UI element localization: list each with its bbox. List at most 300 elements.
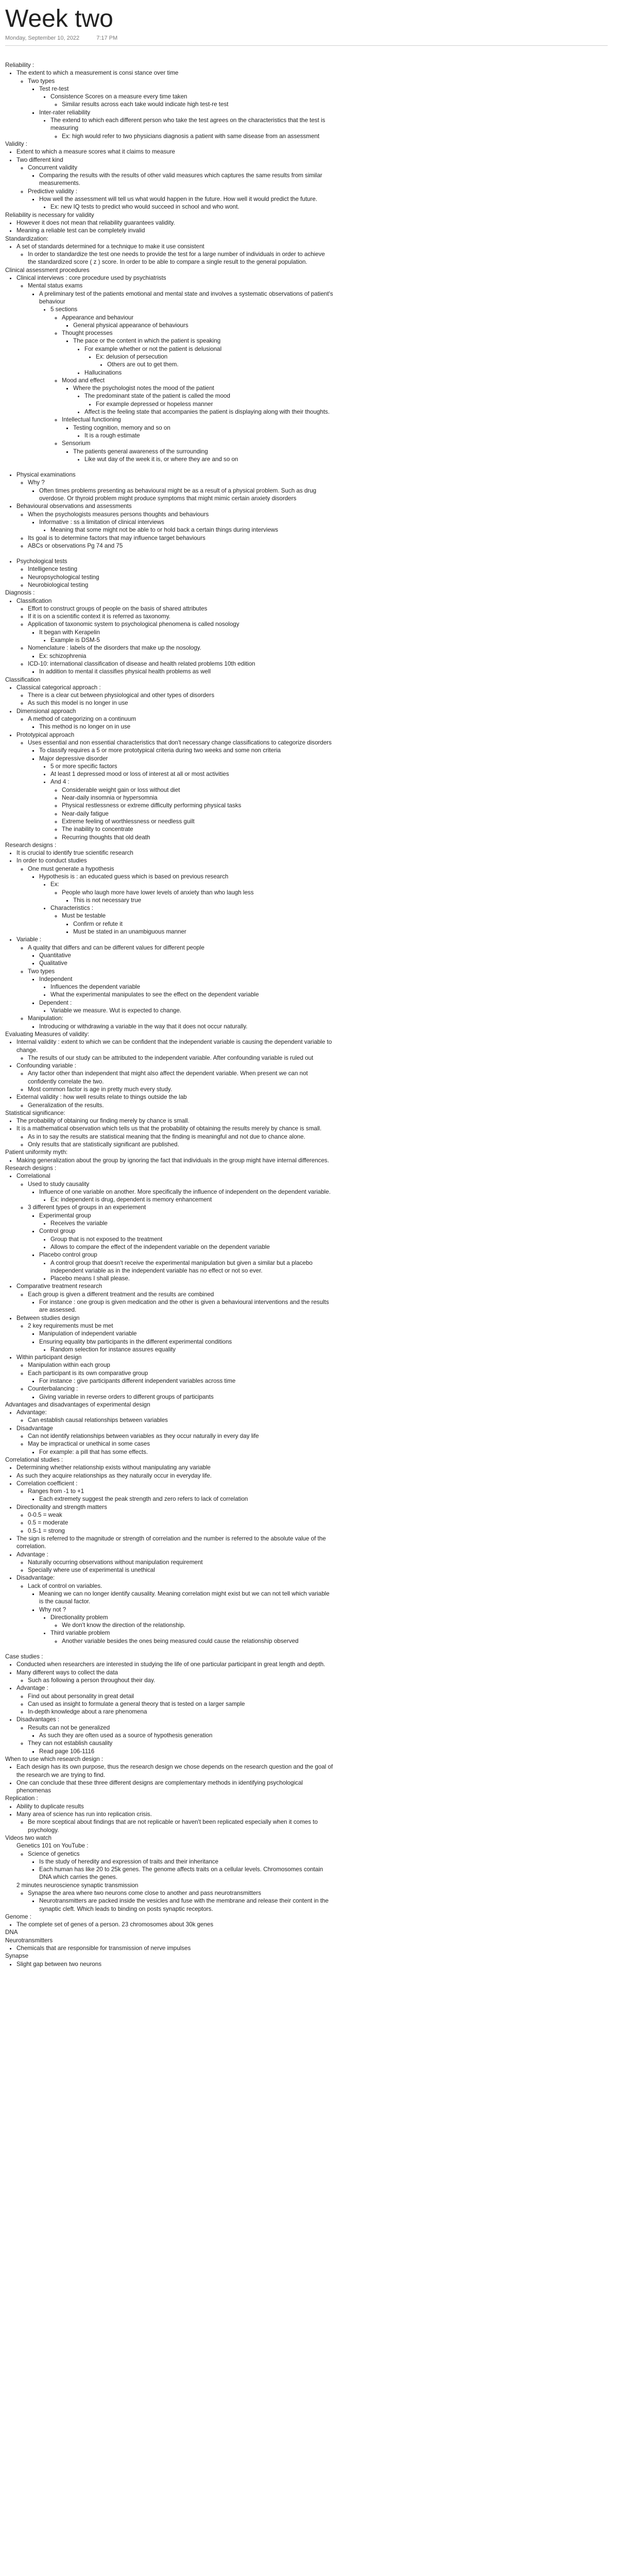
outline-item[interactable]	[50, 1275, 335, 1282]
outline-item[interactable]	[39, 652, 335, 660]
outline-item[interactable]	[28, 581, 335, 589]
outline-item[interactable]	[5, 1755, 335, 1794]
outline-item[interactable]	[39, 1590, 335, 1606]
outline-item[interactable]	[39, 1298, 335, 1314]
outline-item[interactable]	[39, 487, 335, 503]
outline-item-text: Disadvantages :	[16, 1716, 60, 1723]
outline-item[interactable]	[16, 156, 335, 211]
outline-item[interactable]	[5, 1913, 335, 1929]
outline-item[interactable]	[50, 904, 335, 936]
outline-item[interactable]	[50, 1235, 335, 1243]
outline-sub-list	[28, 518, 335, 534]
outline-item[interactable]	[28, 1739, 335, 1755]
outline-item[interactable]	[16, 1960, 335, 1968]
outline-item-text: The probability of obtaining our finding merely by chance is small.	[16, 1117, 190, 1125]
outline-item[interactable]	[50, 116, 335, 140]
outline-item[interactable]	[73, 896, 335, 904]
outline-item[interactable]	[39, 975, 335, 999]
outline-item[interactable]	[28, 1101, 335, 1109]
outline-item[interactable]	[39, 1212, 335, 1228]
outline-item[interactable]	[62, 889, 335, 905]
outline-item-text: Two types	[28, 968, 55, 975]
outline-item[interactable]	[62, 329, 335, 377]
outline-item[interactable]	[39, 1732, 335, 1739]
outline-item-text: Quantitative	[39, 952, 71, 959]
outline-item[interactable]	[39, 1188, 335, 1204]
outline-item[interactable]	[62, 132, 335, 140]
outline-item[interactable]	[16, 1282, 335, 1314]
outline-item[interactable]	[16, 1314, 335, 1353]
outline-sub-list	[28, 747, 335, 841]
outline-item[interactable]	[39, 999, 335, 1015]
outline-item[interactable]	[28, 1291, 335, 1314]
outline-item-text: Manipulation within each group	[28, 1362, 110, 1369]
outline-item-text: The extend to which each different person who take the test agrees on the characteristics that the test is measuring	[50, 117, 325, 132]
outline-item[interactable]	[39, 1393, 335, 1401]
outline-item[interactable]	[28, 1708, 335, 1716]
outline-item[interactable]	[62, 100, 335, 108]
outline-item[interactable]	[28, 1692, 335, 1700]
outline-item[interactable]	[16, 1779, 335, 1795]
outline-item[interactable]	[16, 731, 335, 841]
outline-item[interactable]	[28, 1566, 335, 1574]
outline-item[interactable]	[84, 369, 335, 377]
outline-item[interactable]	[50, 1196, 335, 1204]
outline-item[interactable]	[28, 968, 335, 1015]
outline-item[interactable]	[16, 69, 335, 140]
outline-item[interactable]	[16, 1172, 335, 1282]
outline-sub-list	[28, 975, 335, 1014]
outline-item[interactable]	[16, 1062, 335, 1093]
outline-item[interactable]	[5, 589, 335, 675]
outline-item[interactable]	[39, 1606, 335, 1645]
outline-item[interactable]	[28, 613, 335, 620]
outline-item-text: 2 key requirements must be met	[28, 1322, 113, 1329]
outline-sub-list	[39, 306, 335, 463]
outline-item-text: Used to study causality	[28, 1180, 90, 1188]
outline-item[interactable]	[16, 597, 335, 676]
outline-item[interactable]	[28, 1487, 335, 1503]
outline-item[interactable]	[5, 1109, 335, 1148]
outline-item[interactable]	[39, 755, 335, 841]
outline-item-text: Ability to duplicate results	[16, 1803, 84, 1810]
outline-item[interactable]	[39, 1023, 335, 1030]
outline-sub-list	[5, 1763, 335, 1794]
outline-item[interactable]	[16, 502, 335, 550]
outline-item[interactable]	[16, 1117, 335, 1125]
outline-item[interactable]	[28, 542, 335, 550]
outline-item[interactable]	[16, 557, 335, 589]
outline-item-text: Allows to compare the effect of the independent variable on the dependent variable	[50, 1243, 270, 1250]
outline-item[interactable]	[16, 684, 335, 707]
outline-item[interactable]	[28, 1180, 335, 1204]
outline-item[interactable]	[50, 880, 335, 904]
outline-item[interactable]	[5, 1653, 335, 1755]
outline-item[interactable]	[16, 1684, 335, 1716]
outline-item-text: Be more sceptical about findings that are not replicable or haven't been replicated especially when it comes to psychology.	[28, 1819, 318, 1834]
outline-item[interactable]	[39, 1897, 335, 1913]
outline-item[interactable]	[39, 1251, 335, 1282]
outline-item[interactable]	[96, 400, 335, 408]
outline-item[interactable]	[28, 1558, 335, 1566]
outline-item[interactable]	[39, 1377, 335, 1385]
outline-item[interactable]	[16, 1093, 335, 1109]
outline-item[interactable]	[50, 1346, 335, 1353]
outline-sub-list	[39, 93, 335, 109]
outline-item[interactable]	[5, 1401, 335, 1456]
outline-item[interactable]	[16, 1503, 335, 1535]
outline-item-text: The complete set of genes of a person. 23 chromosomes about 30k genes	[16, 1921, 214, 1928]
outline-item[interactable]	[5, 1937, 335, 1953]
outline-item-text: Confirm or refute it	[73, 920, 123, 927]
outline-item[interactable]	[62, 416, 335, 439]
outline-item[interactable]	[5, 1834, 335, 1913]
outline-item[interactable]	[28, 77, 335, 140]
outline-item[interactable]	[73, 424, 335, 440]
outline-item-text: What the experimental manipulates to see the effect on the dependent variable	[50, 991, 259, 998]
outline-item[interactable]	[5, 235, 335, 266]
outline-item-text: Group that is not exposed to the treatment	[50, 1235, 163, 1243]
outline-sub-list	[73, 345, 335, 377]
outline-item-text: Generalization of the results.	[28, 1101, 104, 1109]
outline-item-text: Conducted when researchers are interested in studying the life of one particular participant in great length and depth.	[16, 1661, 325, 1668]
outline-item[interactable]	[28, 1511, 335, 1519]
outline-item[interactable]	[5, 1952, 335, 1968]
outline-item[interactable]	[39, 668, 335, 675]
outline-item[interactable]	[62, 912, 335, 936]
page-title[interactable]: Week two	[5, 5, 113, 32]
outline-item[interactable]	[28, 164, 335, 188]
outline-item[interactable]	[84, 432, 335, 439]
outline-item[interactable]	[5, 1164, 335, 1401]
outline-item[interactable]	[28, 715, 335, 731]
note-date: Monday, September 10, 2022	[5, 35, 80, 41]
outline-item[interactable]	[107, 361, 335, 368]
outline-item-text: A preliminary test of the patients emotional and mental state and involves a systematic observations of patient's behaviour	[39, 290, 333, 305]
outline-item[interactable]	[50, 983, 335, 991]
outline-item[interactable]	[16, 707, 335, 731]
outline-item[interactable]	[5, 61, 335, 140]
outline-item-text: Research designs :	[5, 1164, 57, 1172]
outline-item[interactable]	[39, 1448, 335, 1456]
outline-item[interactable]	[28, 1850, 335, 1882]
outline-item[interactable]	[16, 227, 335, 234]
outline-item[interactable]	[73, 920, 335, 928]
outline-item[interactable]	[28, 1519, 335, 1527]
outline-item[interactable]	[50, 1629, 335, 1645]
outline-item-text: Synapse	[5, 1953, 29, 1960]
outline-item[interactable]	[16, 1409, 335, 1425]
outline-item[interactable]	[73, 384, 335, 416]
outline-sub-list	[16, 1582, 335, 1645]
outline-item[interactable]	[28, 1527, 335, 1535]
outline-item[interactable]	[5, 841, 335, 1030]
outline-item[interactable]	[5, 211, 335, 235]
outline-sub-list	[84, 353, 335, 369]
outline-item[interactable]	[16, 1669, 335, 1685]
outline-item[interactable]	[28, 1133, 335, 1141]
outline-item[interactable]	[16, 243, 335, 266]
outline-item[interactable]	[50, 778, 335, 841]
outline-sub-list	[16, 1291, 335, 1314]
outline-sub-list	[5, 1960, 335, 1968]
outline-item-text: Counterbalancing :	[28, 1385, 78, 1393]
outline-item[interactable]	[50, 636, 335, 644]
outline-item[interactable]	[62, 810, 335, 818]
outline-item-text: Ensuring equality btw participants in the different experimental conditions	[39, 1338, 232, 1345]
outline-item[interactable]	[50, 1243, 335, 1251]
outline-item[interactable]	[16, 1353, 335, 1401]
outline-item[interactable]	[62, 802, 335, 809]
outline-item[interactable]	[84, 392, 335, 408]
outline-item[interactable]	[62, 786, 335, 794]
outline-item[interactable]	[16, 849, 335, 857]
outline-item[interactable]	[16, 1810, 335, 1834]
outline-sub-list	[5, 684, 335, 841]
outline-item[interactable]	[16, 1574, 335, 1645]
outline-item[interactable]	[50, 762, 335, 770]
outline-item[interactable]	[62, 818, 335, 825]
outline-item[interactable]	[39, 172, 335, 188]
outline-sub-list	[39, 1235, 335, 1251]
outline-item[interactable]	[39, 518, 335, 534]
outline-item[interactable]	[28, 1416, 335, 1424]
outline-item[interactable]	[96, 353, 335, 369]
outline-item[interactable]	[16, 1842, 335, 1881]
outline-item[interactable]	[28, 1724, 335, 1740]
outline-item[interactable]	[84, 345, 335, 369]
outline-item[interactable]	[39, 290, 335, 464]
outline-item[interactable]	[28, 1700, 335, 1708]
outline-root-list	[5, 61, 608, 1968]
outline-item[interactable]	[62, 439, 335, 463]
outline-item[interactable]	[50, 93, 335, 109]
outline-sub-list	[16, 715, 335, 731]
outline-item[interactable]	[28, 1676, 335, 1684]
outline-sub-list	[5, 148, 335, 211]
outline-item[interactable]	[62, 377, 335, 416]
outline-item[interactable]	[28, 1889, 335, 1913]
outline-item[interactable]	[16, 1472, 335, 1480]
outline-item[interactable]	[16, 1551, 335, 1574]
outline-item[interactable]	[5, 1030, 335, 1109]
outline-item[interactable]	[73, 321, 335, 329]
outline-item-text: Many area of science has run into replication crisis.	[16, 1811, 152, 1818]
outline-item[interactable]	[39, 195, 335, 211]
outline-item[interactable]	[28, 1385, 335, 1401]
outline-item[interactable]	[16, 1921, 335, 1928]
outline-item[interactable]	[16, 274, 335, 463]
outline-item[interactable]	[39, 1858, 335, 1866]
outline-item[interactable]	[16, 1464, 335, 1471]
outline-item[interactable]	[16, 1944, 335, 1952]
outline-item[interactable]	[39, 1330, 335, 1337]
outline-item[interactable]	[28, 511, 335, 534]
outline-item[interactable]	[62, 1637, 335, 1645]
outline-sub-list	[5, 1944, 335, 1952]
outline-item[interactable]	[16, 1763, 335, 1779]
outline-item[interactable]	[28, 1582, 335, 1645]
outline-item[interactable]	[39, 109, 335, 140]
outline-item[interactable]	[16, 471, 335, 502]
outline-item[interactable]	[39, 959, 335, 967]
outline-item[interactable]	[28, 1440, 335, 1456]
outline-item[interactable]	[16, 857, 335, 936]
outline-item[interactable]	[50, 1259, 335, 1275]
outline-item[interactable]	[50, 526, 335, 534]
outline-item[interactable]	[28, 1070, 335, 1086]
outline-item[interactable]	[39, 1227, 335, 1251]
outline-item[interactable]	[50, 203, 335, 211]
outline-item[interactable]	[28, 1086, 335, 1093]
outline-sub-list	[16, 1070, 335, 1093]
outline-item[interactable]	[28, 1361, 335, 1369]
outline-item[interactable]	[28, 739, 335, 841]
outline-item[interactable]	[73, 337, 335, 376]
outline-item-text: Placebo control group	[39, 1251, 97, 1259]
outline-item-text: Statistical significance:	[5, 1109, 65, 1116]
outline-item-text: Application of taxonomic system to psychological phenomena is called nosology	[28, 621, 239, 628]
outline-item[interactable]	[50, 1007, 335, 1014]
outline-sub-list	[5, 274, 335, 589]
outline-sub-list	[16, 1180, 335, 1283]
outline-item[interactable]	[28, 573, 335, 581]
outline-item[interactable]	[16, 1803, 335, 1810]
outline-item[interactable]	[28, 660, 335, 676]
outline-item[interactable]	[5, 676, 335, 841]
outline-item[interactable]	[28, 188, 335, 211]
outline-sub-list	[16, 1322, 335, 1353]
outline-item[interactable]	[73, 448, 335, 464]
outline-item[interactable]	[50, 770, 335, 778]
outline-item[interactable]	[5, 1456, 335, 1645]
outline-item[interactable]	[16, 936, 335, 1030]
outline-item[interactable]	[39, 1748, 335, 1755]
outline-item-text: Behavioural observations and assessments	[16, 503, 132, 510]
outline-item-text: For instance : give participants different independent variables across time	[39, 1377, 236, 1384]
outline-item[interactable]	[16, 1157, 335, 1164]
outline-item[interactable]	[5, 1794, 335, 1834]
outline-sub-list	[16, 282, 335, 463]
outline-sub-list	[5, 69, 335, 140]
outline-item[interactable]	[62, 825, 335, 833]
outline-item-text: How well the assessment will tell us what would happen in the future. How well it would predict the future.	[39, 196, 318, 203]
outline-item[interactable]	[16, 219, 335, 227]
outline-item[interactable]	[28, 1014, 335, 1030]
outline-item[interactable]	[28, 1818, 335, 1834]
outline-item[interactable]	[16, 1425, 335, 1456]
outline-item[interactable]	[28, 1322, 335, 1353]
outline-item[interactable]	[16, 1660, 335, 1668]
outline-item-text: The pace or the content in which the patient is speaking	[73, 337, 221, 345]
outline-item-text: Meaning we can no longer identify causality. Meaning correlation might exist but we can not tell which variable is the causal factor.	[39, 1590, 330, 1605]
outline-item-text: Giving variable in reverse orders to different groups of participants	[39, 1393, 214, 1400]
outline-item[interactable]	[28, 1141, 335, 1148]
outline-item[interactable]	[50, 1614, 335, 1630]
outline-item-text: Replication :	[5, 1795, 38, 1802]
outline-sub-list	[39, 1614, 335, 1645]
outline-item[interactable]	[39, 1338, 335, 1354]
outline-item[interactable]	[84, 455, 335, 463]
outline-item[interactable]	[16, 1882, 335, 1913]
outline-item-text: Variable :	[16, 936, 42, 943]
outline-item-text: Lack of control on variables.	[28, 1582, 102, 1589]
outline-item[interactable]	[28, 479, 335, 502]
outline-item[interactable]	[39, 873, 335, 936]
outline-item[interactable]	[28, 691, 335, 699]
outline-item[interactable]	[28, 534, 335, 542]
outline-item-text: Neuropsychological testing	[28, 573, 99, 581]
outline-item[interactable]	[50, 1219, 335, 1227]
outline-item[interactable]	[28, 944, 335, 968]
outline-item[interactable]	[28, 605, 335, 613]
outline-item-text: General physical appearance of behaviours	[73, 321, 188, 329]
outline-item[interactable]	[28, 644, 335, 660]
outline-item[interactable]	[5, 266, 335, 589]
outline-item[interactable]	[39, 85, 335, 109]
outline-item[interactable]	[16, 1535, 335, 1551]
outline-item[interactable]	[16, 1480, 335, 1503]
outline-item[interactable]	[5, 1148, 335, 1164]
outline-item-text: Must be stated in an unambiguous manner	[73, 928, 186, 936]
outline-sub-list	[5, 1803, 335, 1834]
outline-sub-list	[96, 361, 335, 368]
outline-item-text: One must generate a hypothesis	[28, 865, 114, 872]
outline-item[interactable]	[39, 952, 335, 959]
outline-item[interactable]	[28, 282, 335, 463]
outline-item[interactable]	[50, 306, 335, 463]
outline-item[interactable]	[5, 140, 335, 211]
outline-item[interactable]	[28, 1432, 335, 1440]
outline-item[interactable]	[28, 1204, 335, 1282]
outline-item[interactable]	[39, 1495, 335, 1503]
outline-item[interactable]	[62, 314, 335, 330]
outline-item[interactable]	[28, 1369, 335, 1385]
outline-item-text: Intellectual functioning	[62, 416, 121, 423]
outline-item[interactable]	[50, 991, 335, 998]
outline-item[interactable]	[39, 723, 335, 731]
outline-item-text: Hallucinations	[84, 369, 122, 376]
outline-item[interactable]	[73, 928, 335, 936]
outline-item[interactable]	[28, 1054, 335, 1062]
outline-item[interactable]	[84, 408, 335, 416]
outline-item[interactable]	[39, 1866, 335, 1882]
note-outline[interactable]	[5, 61, 608, 1968]
outline-item-text: The sign is referred to the magnitude or strength of correlation and the number is referred to the absolute value of the correlation.	[16, 1535, 326, 1550]
outline-item[interactable]	[28, 565, 335, 573]
outline-item[interactable]	[39, 747, 335, 754]
outline-item-text: Testing cognition, memory and so on	[73, 424, 170, 431]
outline-item[interactable]	[62, 1621, 335, 1629]
outline-item-text: Correlational studies :	[5, 1456, 63, 1463]
outline-item-text: Dimensional approach	[16, 707, 76, 715]
outline-item[interactable]	[28, 250, 335, 266]
outline-item[interactable]	[62, 794, 335, 802]
outline-item[interactable]	[16, 148, 335, 156]
outline-item[interactable]	[62, 834, 335, 841]
outline-item[interactable]	[28, 620, 335, 644]
outline-item[interactable]	[16, 1716, 335, 1755]
outline-item-text: Independent	[39, 975, 73, 982]
outline-item[interactable]	[39, 629, 335, 645]
outline-sub-list	[16, 1818, 335, 1834]
outline-item[interactable]	[5, 1928, 335, 1936]
outline-item[interactable]	[16, 1125, 335, 1148]
outline-sub-list	[28, 1732, 335, 1739]
outline-item[interactable]	[28, 865, 335, 936]
outline-item[interactable]	[28, 699, 335, 707]
outline-item[interactable]	[16, 1038, 335, 1062]
